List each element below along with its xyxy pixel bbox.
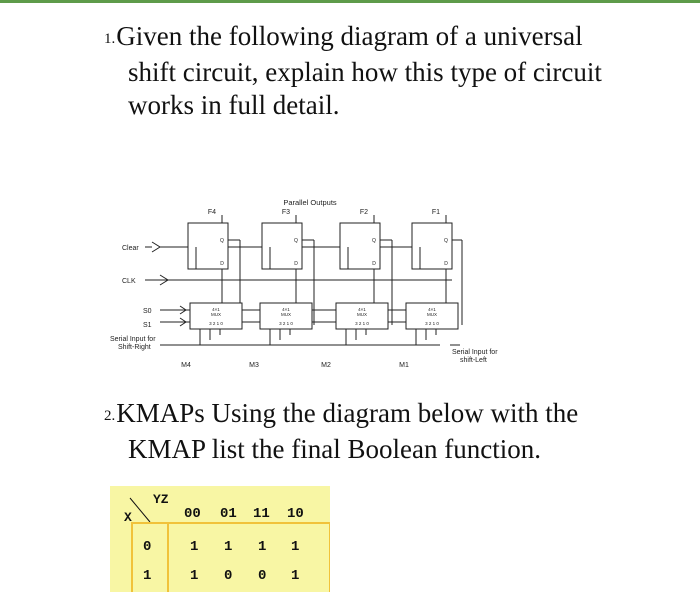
kmap-row-label-1: 1 — [143, 568, 152, 584]
svg-text:4×1: 4×1 — [358, 307, 366, 312]
output-label-f1: F1 — [431, 209, 441, 216]
kmap-col-header-10: 10 — [287, 506, 304, 522]
kmap-col-header-11: 11 — [253, 506, 270, 522]
svg-text:MUX: MUX — [281, 312, 291, 317]
kmap-cell: 1 — [291, 568, 300, 584]
karnaugh-map — [110, 486, 330, 592]
mux-name-m4: M4 — [181, 362, 191, 369]
svg-text:3 2 1 0: 3 2 1 0 — [279, 321, 293, 326]
clear-label: Clear — [122, 245, 139, 252]
question-2-line-1: 2.KMAPs Using the diagram below with the — [104, 398, 579, 428]
question-2-number: 2. — [104, 408, 116, 424]
clk-label: CLK — [122, 278, 136, 285]
svg-text:3 2 1 0: 3 2 1 0 — [355, 321, 369, 326]
svg-text:4×1: 4×1 — [428, 307, 436, 312]
question-1-line-2: shift circuit, explain how this type of circuit — [128, 57, 602, 87]
serial-right-label-2: Shift-Right — [118, 344, 151, 351]
kmap-cell: 1 — [190, 568, 199, 584]
svg-text:MUX: MUX — [357, 312, 367, 317]
mux-name-m2: M2 — [321, 362, 331, 369]
serial-right-label-1: Serial Input for — [110, 336, 156, 343]
top-accent-bar — [0, 0, 700, 3]
mux-name-m1: M1 — [399, 362, 409, 369]
question-1-number: 1. — [104, 31, 116, 47]
question-1 — [104, 20, 602, 122]
ff1-d: D — [444, 261, 448, 267]
ff3-d: D — [294, 261, 298, 267]
question-2-line-2: KMAP list the final Boolean function. — [128, 434, 541, 464]
output-label-f3: F3 — [281, 209, 291, 216]
output-label-f2: F2 — [359, 209, 369, 216]
kmap-row-label-0: 0 — [143, 539, 152, 555]
ff2-d: D — [372, 261, 376, 267]
ff3-q: Q — [294, 238, 298, 244]
question-1-line-1: 1.Given the following diagram of a universal — [104, 21, 583, 51]
kmap-cell: 0 — [224, 568, 233, 584]
s1-label: S1 — [143, 322, 152, 329]
kmap-col-header-00: 00 — [184, 506, 201, 522]
serial-left-label-2: shift-Left — [460, 357, 487, 364]
mux-name-m3: M3 — [249, 362, 259, 369]
kmap-cell: 1 — [291, 539, 300, 555]
svg-text:4×1: 4×1 — [282, 307, 290, 312]
kmap-col-var: YZ — [153, 492, 169, 507]
kmap-cell: 1 — [258, 539, 267, 555]
serial-left-label-1: Serial Input for — [452, 349, 498, 356]
svg-text:MUX: MUX — [427, 312, 437, 317]
question-2 — [104, 397, 578, 466]
ff4-d: D — [220, 261, 224, 267]
ff2-q: Q — [372, 238, 376, 244]
kmap-cell: 0 — [258, 568, 267, 584]
kmap-cell: 1 — [224, 539, 233, 555]
ff4-q: Q — [220, 238, 224, 244]
ff1-q: Q — [444, 238, 448, 244]
svg-text:3 2 1 0: 3 2 1 0 — [209, 321, 223, 326]
svg-text:3 2 1 0: 3 2 1 0 — [425, 321, 439, 326]
output-label-f4: F4 — [207, 209, 217, 216]
parallel-outputs-label: Parallel Outputs — [283, 198, 337, 207]
svg-text:MUX: MUX — [211, 312, 221, 317]
kmap-col-header-01: 01 — [220, 506, 237, 522]
question-1-line-3: works in full detail. — [128, 90, 340, 120]
kmap-row-var: X — [124, 510, 132, 525]
universal-shift-register-diagram — [100, 195, 540, 375]
kmap-cell: 1 — [190, 539, 199, 555]
svg-text:4×1: 4×1 — [212, 307, 220, 312]
s0-label: S0 — [143, 308, 152, 315]
